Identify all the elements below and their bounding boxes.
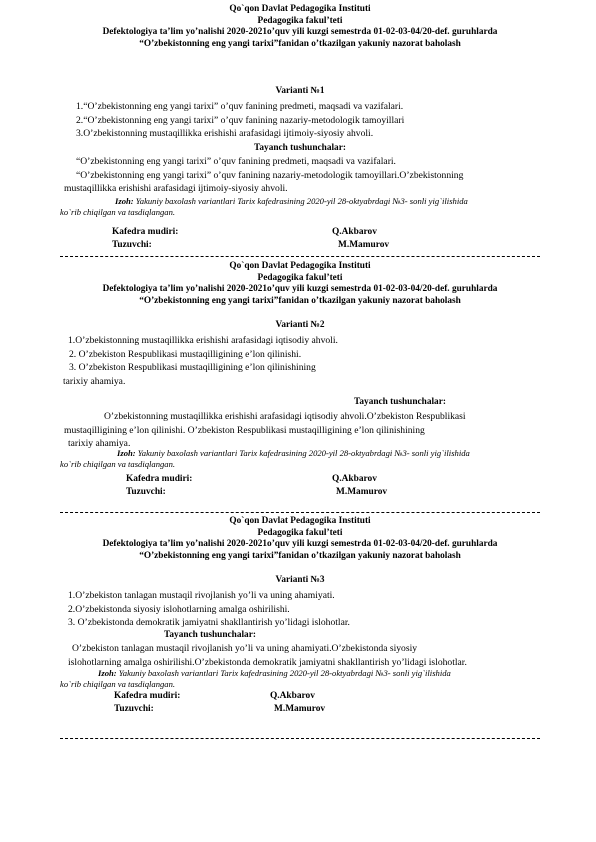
tayanch-title: Tayanch tushunchalar: xyxy=(254,143,346,153)
tayanch-line: tarixiy ahamiya. xyxy=(68,438,131,450)
question-list xyxy=(76,100,546,141)
faculty-name: Pedagogika fakul’teti xyxy=(257,272,343,283)
variant-title: Varianti №3 xyxy=(275,575,325,585)
separator-line xyxy=(60,256,540,257)
variant-2-section xyxy=(60,261,540,307)
question-item: 2.O’zbekistonda siyosiy islohotlarning amalga oshirilishi. xyxy=(68,603,290,615)
izoh-note xyxy=(60,448,550,470)
variant-3-section xyxy=(60,516,540,562)
question-list xyxy=(68,589,538,630)
kafedra-label: Kafedra mudiri: xyxy=(112,227,179,237)
izoh-text: Yakuniy baxolash variantlari Tarix kafedrasining 2020-yil 28-oktyabrdagi №3- sonli yig`ilishida xyxy=(135,448,470,458)
program-line: Defektologiya ta’lim yo’nalishi 2020-2021o’quv yili kuzgi semestrda 01-02-03-04/20-def. guruhlarda xyxy=(102,284,498,295)
separator-line xyxy=(60,738,540,739)
program-line: Defektologiya ta’lim yo’nalishi 2020-2021o’quv yili kuzgi semestrda 01-02-03-04/20-def. guruhlarda xyxy=(102,539,498,550)
signatures xyxy=(60,473,540,498)
institute-name: Qo`qon Davlat Pedagogika Instituti xyxy=(229,516,371,526)
tayanch-title: Tayanch tushunchalar: xyxy=(164,630,256,640)
institute-name: Qo`qon Davlat Pedagogika Instituti xyxy=(229,4,371,14)
variant-1-section xyxy=(60,4,540,50)
tayanch-line: “O’zbekistonning eng yangi tarixi” o’quv fanining nazariy-metodologik tamoyillari.O’zbekistonning xyxy=(76,169,464,181)
izoh-label: Izoh: xyxy=(115,196,134,206)
tayanch-line: O’zbekistonning mustaqillikka erishishi arafasidagi iqtisodiy ahvoli.O’zbekiston Respublikasi xyxy=(104,411,466,422)
question-item: 1.O’zbekiston tanlagan mustaqil rivojlanish yo’li va uning ahamiyati. xyxy=(68,590,335,601)
kafedra-name: Q.Akbarov xyxy=(270,691,315,701)
question-item: 3. O’zbekistonda demokratik jamiyatni shakllantirish yo’lidagi islohotlar. xyxy=(68,617,350,629)
variant-title: Varianti №2 xyxy=(275,320,325,330)
tuzuvchi-label: Tuzuvchi: xyxy=(112,239,152,250)
izoh-label: Izoh: xyxy=(98,668,117,678)
izoh-text: Yakuniy baxolash variantlari Tarix kafedrasining 2020-yil 28-oktyabrdagi №3- sonli yig`ilishida xyxy=(133,196,468,206)
signatures xyxy=(60,690,540,715)
tayanch-line: mustaqilligining e’lon qilinishi. O’zbekiston Respublikasi mustaqilligining e’lon qilinishining xyxy=(64,424,425,436)
izoh-text-cont: ko`rib chiqilgan va tasdiqlangan. xyxy=(60,679,176,689)
tayanch-line: mustaqillikka erishishi arafasidagi ijtimoiy-siyosiy ahvoli. xyxy=(64,183,288,195)
tuzuvchi-name: M.Mamurov xyxy=(338,239,390,250)
question-item: 1.“O’zbekistonning eng yangi tarixi” o’quv fanining predmeti, maqsadi va vazifalari. xyxy=(76,101,404,112)
program-line: Defektologiya ta’lim yo’nalishi 2020-2021o’quv yili kuzgi semestrda 01-02-03-04/20-def. guruhlarda xyxy=(102,27,498,38)
tuzuvchi-name: M.Mamurov xyxy=(274,703,326,714)
question-item: 2.“O’zbekistonning eng yangi tarixi” o’quv fanining nazariy-metodologik tamoyillari xyxy=(76,114,405,126)
tuzuvchi-label: Tuzuvchi: xyxy=(114,703,154,714)
question-item: 2. O’zbekiston Respublikasi mustaqilligining e’lon qilinishi. xyxy=(69,348,302,360)
faculty-name: Pedagogika fakul’teti xyxy=(257,15,343,26)
tayanch-line: “O’zbekistonning eng yangi tarixi” o’quv fanining predmeti, maqsadi va vazifalari. xyxy=(76,156,396,167)
institute-name: Qo`qon Davlat Pedagogika Instituti xyxy=(229,261,371,271)
tuzuvchi-label: Tuzuvchi: xyxy=(126,486,166,497)
question-item: 3. O’zbekiston Respublikasi mustaqilligining e’lon qilinishining xyxy=(69,362,316,374)
tayanch-text xyxy=(64,642,564,669)
kafedra-label: Kafedra mudiri: xyxy=(126,474,193,484)
kafedra-label: Kafedra mudiri: xyxy=(114,691,181,701)
question-item: 3.O’zbekistonning mustaqillikka erishishi arafasidagi ijtimoiy-siyosiy ahvoli. xyxy=(76,128,374,140)
question-item: 1.O’zbekistonning mustaqillikka erishishi arafasidagi iqtisodiy ahvoli. xyxy=(68,335,338,346)
tayanch-text xyxy=(64,155,564,196)
izoh-text-cont: ko`rib chiqilgan va tasdiqlangan. xyxy=(60,207,176,217)
subject-line: “O’zbekistonning eng yangi tarixi”fanidan o’tkazilgan yakuniy nazorat baholash xyxy=(139,295,461,306)
faculty-name: Pedagogika fakul’teti xyxy=(257,527,343,538)
subject-line: “O’zbekistonning eng yangi tarixi”fanidan o’tkazilgan yakuniy nazorat baholash xyxy=(139,38,461,49)
separator-line xyxy=(60,512,540,513)
signatures xyxy=(60,226,540,251)
kafedra-name: Q.Akbarov xyxy=(332,474,377,484)
tayanch-text xyxy=(64,410,564,451)
variant-title: Varianti №1 xyxy=(275,86,325,96)
question-item: tarixiy ahamiya. xyxy=(63,375,126,387)
izoh-note xyxy=(60,196,550,218)
tuzuvchi-name: M.Mamurov xyxy=(336,486,388,497)
subject-line: “O’zbekistonning eng yangi tarixi”fanidan o’tkazilgan yakuniy nazorat baholash xyxy=(139,550,461,561)
izoh-note xyxy=(60,668,550,690)
izoh-text-cont: ko`rib chiqilgan va tasdiqlangan. xyxy=(60,459,176,469)
kafedra-name: Q.Akbarov xyxy=(332,227,377,237)
tayanch-title: Tayanch tushunchalar: xyxy=(354,397,446,407)
tayanch-line: islohotlarning amalga oshirilishi.O’zbekistonda demokratik jamiyatni shakllantirish yo’lidagi islohotlar. xyxy=(68,656,467,668)
izoh-label: Izoh: xyxy=(117,448,136,458)
question-list xyxy=(63,334,538,388)
tayanch-line: O’zbekiston tanlagan mustaqil rivojlanish yo’li va uning ahamiyati.O’zbekistonda siyosiy xyxy=(72,643,418,654)
izoh-text: Yakuniy baxolash variantlari Tarix kafedrasining 2020-yil 28-oktyabrdagi №3- sonli yig`ilishida xyxy=(116,668,451,678)
